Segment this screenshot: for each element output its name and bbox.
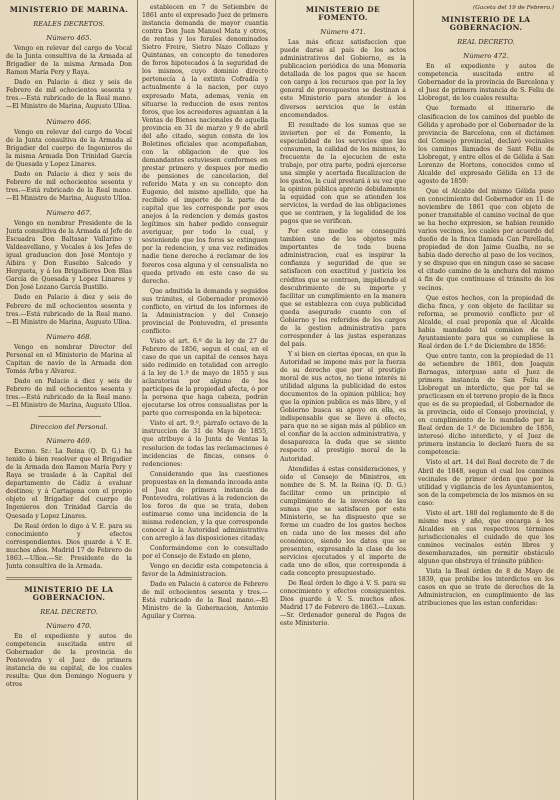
decree-group [6,34,132,410]
decree-paragraph: Por este medio se conseguirá tambien uno de los objetos más importantes de toda buena administracion, cual es inspirar la confianza y seguridad de que se satisfacen con exactitud y justicia los créditos que se contraen, impidiendo el descubrimiento de su importe y facilitar un cumplimiento en la manera que se establezca con cuya publicidad queda asegurado cuanto con el Gobierno y los referidos de los cargos de la gestion administrativa para corresponder á las justas esperanzas del país. [280,228,406,348]
decree-paragraph: Atendidas á estas consideraciones, y oido el Consejo de Ministros, en nombre de S. M. la Reina (Q. D. G.) facilitar como un principio el cumplimiento de la inversion de las sumas que se satisfacen por este Ministerio, se ha dispuesto que se forme un cuadro de los gastos hechos en cada uno de los meses del año económico, siendo los datos que se presenten, expresando la clase de los servicios ejecutados y el importe de cada uno de ellos, que corresponda á cada concepto presupuestado. [280,465,406,578]
decree-paragraph: Dado en Palacio á diez y seis de Febrero de mil ochocientos sesenta y tres.—Está rubricado de la Real mano.—El Ministro de Marina, Augusto Ulloa. [6,377,132,410]
column-1 [6,4,132,796]
section-title: REAL DECRETO. [457,38,515,47]
decree-paragraph: Visto el art. 14 del Real decreto de 7 de Abril de 1848, segun el cual los caminos vecinales de primer órden que por la utilidad y vigilancia de los Ayuntamientos, son de la competencia de los mismos en su caso: [418,459,554,507]
decree-paragraph: Vengo en decidir esta competencia á favor de la Administracion. [142,563,268,579]
decree-number: Número 472. [463,52,509,61]
decree-paragraph: establecen en 7 de Setiembre de 1861 ante el expresado Juez de primera instancia demanda de mayor cuantía contra Don Juan Manuel Mata y otros, de rentas y los forales denominados Sietro Freire, Sietro Nazo Collazo y Quintanas, en concepto de tenedores de foros hipotecados á la seguridad de los mismos, cuyo dominio directo pertenecía á la extinta Cofradía y actualmente á la nacion, por cuyo expresado Mata, ademas, venía en situarse la reduccion de esos rentos foros, que los acreedores aguantan á la Ventas de Bienes nacionales de aquella provincia en 31 de marzo y 9 de abril del año citado, segun consta de los Boletines oficiales que acompañaban, con la obligacion de que los demandantes estuviesen conformes en prestar primero y despues por medio de pensiones de cancelacion, del referido Mata y en su concepto don Eugenio, del mismo apellido, que ha recibido el importe de la parte de capital que les corresponde por esos anejos á la redencion y demás gastos legítimos sin haber podido conseguir averiguar, por todo lo cual, y sosteniendo que los foros se extinguen por la redencion, y una vez redimidos nadie tiene derecho á reclamar de los foreros cosa alguna y el censualista no queda privado en este caso de su derecho. [142,4,268,285]
section-title: Direccion del Personal. [30,423,108,432]
decree-paragraph: Vengo en nombrar Director del Personal en el Ministerio de Marina al Capitan de navío de la Armada don Tomás Arba y Alvarez. [6,343,132,375]
dateline: (Gaceta del 19 de Febrero.) [472,5,554,11]
decree-paragraph: Vengo en relevar del cargo de Vocal de la Junta consultiva de la Armada al Brigadier de la misma Armada Don Ramon María Pery y Raya. [6,45,132,77]
decree-number: Número 471. [320,28,366,37]
decree-paragraph: El resultado de los sumas que se invierten por el de Fomento, la especialidad de los servicios que las consumen, la calidad de los mismos, lo frecuente de la ejecucion de este trabajo, por otra parte, podrá ejercerse una simple y acertada fiscalizacion de los gastos, la cual prestará á su vez que la opinion pública aprecie debidamente la equidad con que se atienden los servicios, la verdad de las obligaciones que se contraen, y la legalidad de los pagos que se verifican. [280,121,406,226]
decree-paragraph: Dado en Palacio á diez y seis de Febrero de mil ochocientos sesenta y tres.—Está rubricado de la Real mano.—El Ministro de Marina, Augusto Ulloa. [6,170,132,202]
decree-body [280,39,406,628]
decree-paragraph: Excmo. Sr.: La Reina (Q. D. G.) ha tenido á bien resolver que el Brigadier de la Armada don Ramon María Pery y Raya se traslade á la Capital del departamento de Cádiz á evaluar destinos; y á Cartagena con el propio objeto el Brigadier del cuerpo de Ingenieros don Trinidad García de Quesada y Lopez Linares. [6,448,132,520]
decree-paragraph: En el expediente y autos de competencia suscitada entre el Gobernador de la provincia de Pontevedra y el Juez de primera instancia de su capital, de los cuales resulta: Que don Domingo Noguera y otros [6,633,132,689]
decree-paragraph: De Real órden lo digo á V. S. para su conocimiento y efectos consiguientes. Dios guarde á V. S. muchos años. Madrid 17 de Febrero de 1863.—Luxan.—Sr. Ordenador general de Pagos de este Ministerio. [280,580,406,628]
decree-number: Número 468. [46,332,92,341]
column-rule [275,0,276,800]
decree-body [418,63,554,608]
decree-group [6,622,132,689]
decree-paragraph: Visto el art. 180 del reglamento de 8 de mismo mes y año, que encarga á los Alcaldes en sus respectivos términos jurisdiccionales el cuidado de que los caminos vecinales estén libres y desembarazados, sin permitir obstáculo alguno que obstruya el tránsito público: [418,509,554,566]
column-2 [142,4,268,796]
decree-number: Número 469. [46,437,92,446]
decree-paragraph: Y si bien en ciertas épocas, en que la Autoridad se impone más por la fuerza de su derecho que por el prestigio moral de sus actos, no tiene interés ni utilidad alguna la publicidad de estos documentos de la opinion pública; hoy que la opinion publica es más libre, y el Gobierno busca su apoyo en ella, es indispensable que se lleve á efecto, para que no se sigan más al público en el confiar de la accion administrativa, y desaparezca la duda que se siente respecto al prestigio moral de la Autoridad. [280,350,406,463]
section-title: REALES DECRETOS. [33,20,105,29]
decree-paragraph: Que admitida la demanda y seguidos sus trámites, el Gobernador promovió conflicto, en virtud de los informes de la Administracion y del Consejo provincial de Pontevedra, el presente conflicto: [142,287,268,335]
decree-paragraph: Visto el art. 6.º de la ley de 27 de Febrero de 1856, segun el cual, en el caso de que un capital de censos haya sido redimido en totalidad con arreglo á la ley de 1.º de mayo de 1855 y sus aclaratorias por alguno de los partícipes de la propiedad afecta, ó por la persona que haga cabeza, podrán ejecutarse los otros censualistas por la parte que corresponda en la hipoteca: [142,337,268,418]
decree-paragraph: Considerando que las cuestiones propuestas en la demanda incoada ante el Juez de primera instancia de Pontevedra, relativas á la redencion de los foros de que se trata, deben estimarse como una incidencia de la misma redencion, y la que corresponde conocer á la Autoridad administrativa con arreglo á las disposiciones citadas; [142,470,268,543]
decree-paragraph: Que formado el itinerario de clasificacion de los caminos del pueblo de Gélida y aprobado por el Gobernador de la provincia de Barcelona, con el dictámen del Consejo provincial, declaró vecinales los caminos llamados de Sant Feliu de Llobregat, y entre ellos el de Gélida á San Lorenzo de Hortons, conocidos como el Alcalde del expresado Gélida en 13 de agosto de 1859: [418,105,554,185]
ministry-header: MINISTERIO DE LA GOBERNACION. [441,15,531,33]
decree-paragraph: Dado en Palacio á diez y seis de Febrero de mil ochocientos sesenta y tres.—Está rubricado de la Real mano.—El Ministro de Marina, Augusto Ulloa. [6,79,132,111]
decree-paragraph: Dado en Palacio á catorce de Febrero de mil ochocientos sesenta y tres.—Está rubricado de la Real mano.—El Ministro de la Gobernacion, Antonio Aguilar y Correa. [142,581,268,621]
decree-paragraph: Que el Alcalde del mismo Gélida puso en conocimiento del Gobernador en 11 de noviembre de 1861 que con objeto de poner transitable el camino vecinal de que se ha hecho expresion, se habian reunido varios vecinos, los cuales por acuerdo del dueño de la finca llamada Can Parellada, propiedad de don Jaime Gualba, no se habia dado derecho al paso de los vecinos, y se dispuso que en ningun caso se sacase el citado camino de la anchura del mismo á fin de que continuase el tránsito de los vecinos. [418,187,554,292]
column-3 [280,4,406,796]
ministry-header: MINISTERIO DE FOMENTO. [305,5,381,23]
decree-number: Número 466. [46,117,92,126]
column-4 [418,4,554,796]
decree-number: Número 467. [46,208,92,217]
decree-body [142,4,268,622]
decree-number: Número 470. [46,622,92,630]
decree-group [6,437,132,571]
decree-paragraph: Que entre tanto, con la propiedad de 11 de setiembre de 1861, don Joaquin Barnagas, interpuso ante el Juez de primera instancia de San Feliu de Llobregat un interdicto, que por tal se practicasen en el terreno propio de la finca que es de su propiedad, el Gobernador de la provincia, oido el Consejo provincial, y en cumplimiento de lo mandado por la Real órden de 1.º de Diciembre de 1856, interesó dicho interdicto, y el Juez de primera instancia lo declaró fuera de su competencia: [418,352,554,457]
decree-paragraph: Dado en Palacio á diez y seis de Febrero de mil ochocientos sesenta y tres.—Está rubricado de la Real mano.—El Ministro de Marina, Augusto Ulloa. [6,294,132,326]
decree-paragraph: De Real órden lo digo á V. E. para su conocimiento y efectos correspondientes. Dios guarde á V. E. muchos años. Madrid 17 de Febrero de 1863.—Ulloa.—Sr. Presidente de la Junta consultiva de la Armada. [6,522,132,570]
ministry-header: MINISTERIO DE LA GOBERNACION. [24,584,114,602]
decree-paragraph: Vengo en relevar del cargo de Vocal de la Junta consultiva de la Armada al Brigadier del cuerpo de Ingenieros de la misma Armada Don Trinidad García de Quesada y Lopez Linares. [6,128,132,168]
decree-paragraph: Las más eficaz satisfaccion que puede darse al país de los actos administrativos del Gobierno, es la publicacion periódica de una Memoria detallada de los pagos que se hacen con cargo á los recursos que por la ley general de presupuestos se destinan á este Ministerio para atender á los diversos servicios que le están encomendados. [280,39,406,119]
section-title: REAL DECRETO. [40,607,98,616]
separator [38,416,101,417]
decree-number: Número 465. [46,34,92,43]
decree-paragraph: Vista la Real órden de 8 de Mayo de 1839, que prohibe los interdictos en los casos en que se trate de derechos de la Administracion, en cumplimiento de las atribuciones que les estan conferidas: [418,568,554,608]
separator [6,577,132,580]
column-rule [137,0,138,800]
decree-paragraph: Conformándome con lo consultado por el Consejo de Estado en pleno, [142,545,268,561]
column-rule [413,0,414,800]
ministry-header: MINISTERIO DE MARINA. [9,5,129,14]
decree-paragraph: Visto el art. 9.º, párrafo octavo de la instruccion de 31 de Mayo de 1855, que atribuye á la Junta de Ventas la resolucion de todas las reclamaciones é incidencias de fincas, censos ó redenciones: [142,420,268,468]
decree-paragraph: En el expediente y autos de competencia suscitada entre el Gobernador de la provincia de Barcelona y el Juez de primera instancia de S. Feliu de Llobregat, de los cuales resulta: [418,63,554,103]
decree-paragraph: Vengo en nombrar Presidente de la Junta consultiva de la Armada al Jefe de Escuadra Don Baltasar Vallarino y Valdeavellano, y Vocales á los Jefes de igual graduacion don José Montojo y Aibira y Don Eusebio Salcedo y Hergueta, y á los Brigadieres Don Blas García de Quesada y Lopez Linares y Don José Lozano García Bustillo. [6,220,132,292]
decree-paragraph: Que estos hechos, con la propiedad de dicha finca, y con objeto de facilitar su reforma, se promovió conflicto por el Alcalde, el cual proponía que el Alcalde habia mandado tal comision de un Ayuntamiento para que se cumpliese la Real órden de 1.º de Diciembre de 1856: [418,294,554,350]
